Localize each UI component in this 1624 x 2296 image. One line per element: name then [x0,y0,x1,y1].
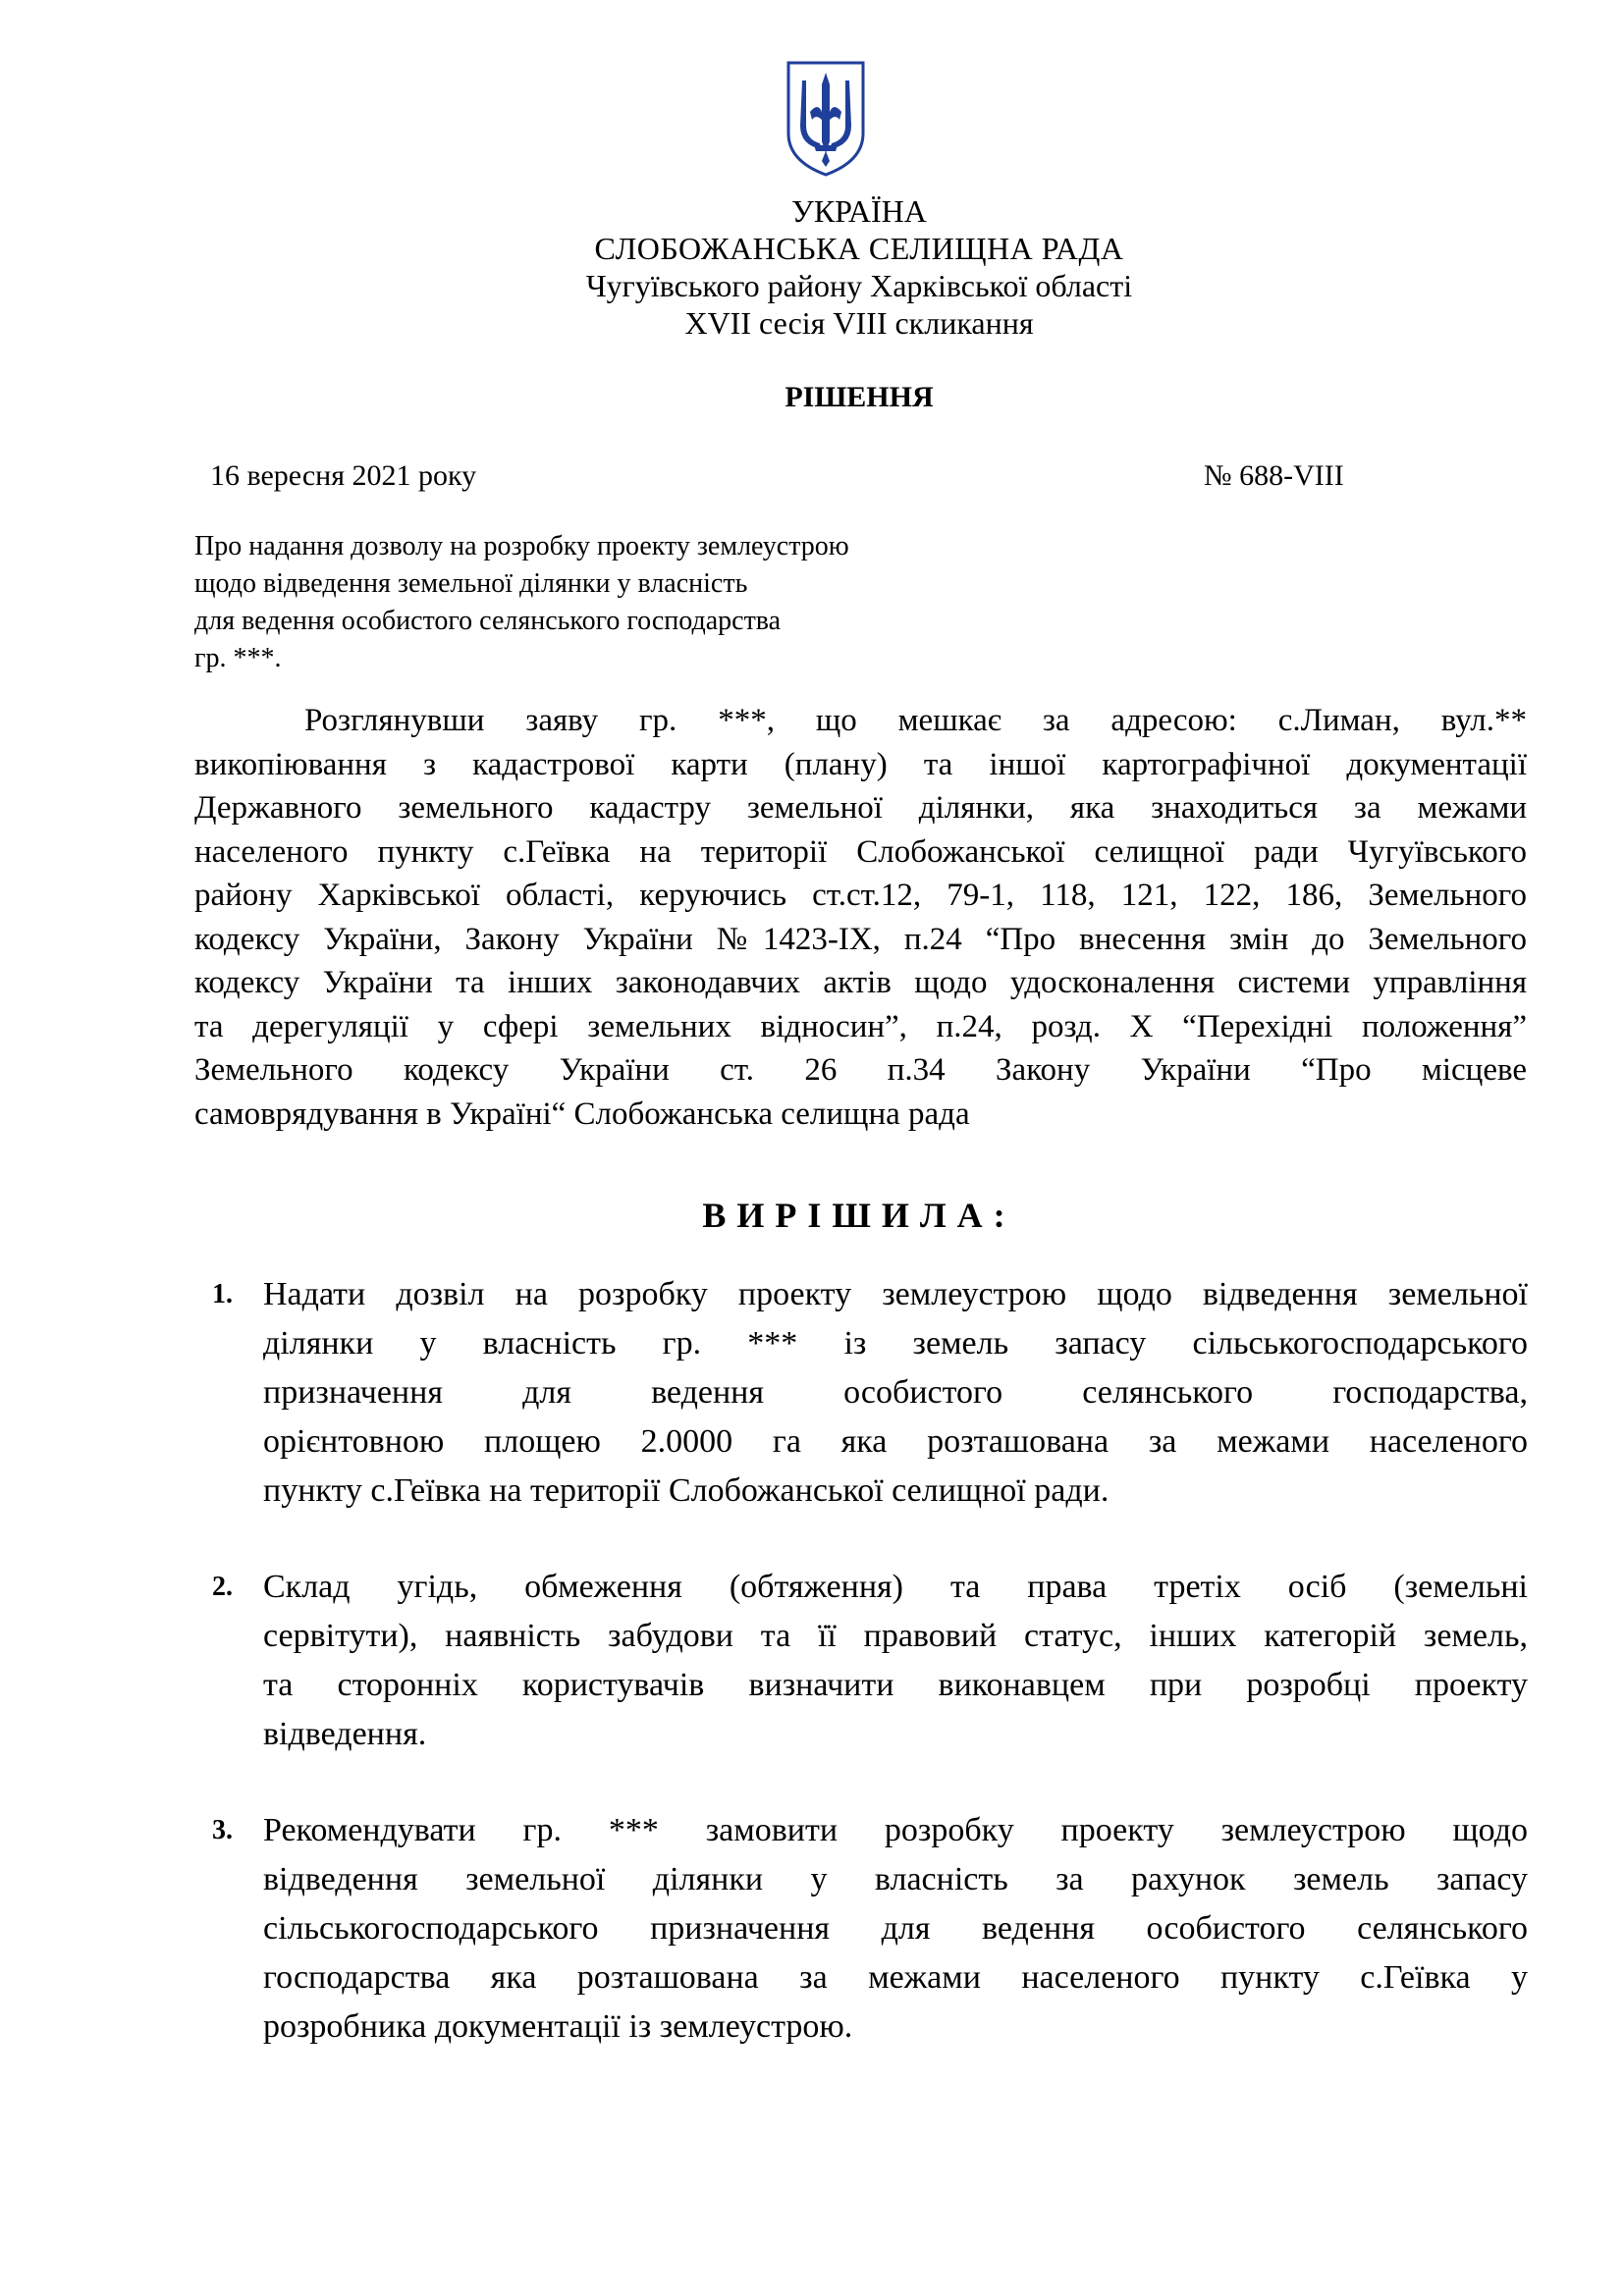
preamble-line: Земельного кодексу України ст. 26 п.34 Закону України “Про місцеве [194,1052,1527,1088]
item-line: сервітути), наявність забудови та її правовий статус, інших категорій земель, [263,1618,1528,1654]
preamble-line: кодексу України, Закону України №1423-IX, п.24 “Про внесення змін до Земельного [194,921,1527,957]
decision-item-3 [212,1806,1528,2052]
decision-number: № 688-VIII [1204,459,1344,492]
subject-line: щодо відведення земельної ділянки у власність [194,568,748,599]
item-line: розробника документації із землеустрою. [263,2008,853,2045]
preamble-line: самоврядування в Україні“ Слобожанська селищна рада [194,1095,970,1132]
header-country: УКРАЇНА [791,193,927,229]
decision-subject [194,528,980,677]
item-line: та сторонніх користувачів визначити виконавцем при розробці проекту [263,1667,1528,1703]
header-district: Чугуївського району Харківської області [585,268,1133,303]
item-line: Рекомендувати гр. *** замовити розробку проекту землеустрою щодо [263,1812,1528,1848]
preamble-line: Державного земельного кадастру земельної ділянки, яка знаходиться за межами [194,790,1527,826]
decision-items [212,1270,1528,2099]
preamble-line: району Харківської області, керуючись ст.ст.12, 79-1, 118, 121, 122, 186, Земельного [194,878,1527,913]
preamble-line: викопіювання з кадастрової карти (плану) та іншої картографічної документації [194,746,1527,782]
preamble-paragraph [194,699,1527,1136]
item-line: Надати дозвіл на розробку проекту землеустрою щодо відведення земельної [263,1276,1528,1312]
trident-emblem-icon [785,55,867,179]
document-title: РІШЕННЯ [785,381,934,413]
decision-date: 16 вересня 2021 року [210,459,477,492]
decision-item-2 [212,1563,1528,1759]
item-line: пункту с.Геївка на території Слобожанської селищної ради. [263,1472,1110,1509]
item-line: орієнтовною площею 2.0000 га яка розташована за межами населеного [263,1423,1528,1460]
decided-heading: ВИРІШИЛА: [702,1196,1016,1235]
item-line: призначення для ведення особистого селянського господарства, [263,1374,1528,1411]
item-line: господарства яка розташована за межами населеного пункту с.Геївка у [263,1959,1528,1996]
item-line: відведення. [263,1716,427,1752]
subject-line: гр. ***. [194,643,282,673]
preamble-line: кодексу України та інших законодавчих актів щодо удосконалення системи управління [194,965,1527,1000]
decision-item-1 [212,1270,1528,1516]
subject-line: для ведення особистого селянського господарства [194,606,782,636]
preamble-line: населеного пункту с.Геївка на території Слобожанської селищної ради Чугуївського [194,833,1527,870]
item-line: відведення земельної ділянки у власність за рахунок земель запасу [263,1861,1528,1897]
header-council: СЛОБОЖАНСЬКА СЕЛИЩНА РАДА [594,231,1124,266]
item-number: 2. [212,1572,233,1602]
header-session: XVII сесія VIII скликання [684,305,1034,341]
preamble-line: та дерегуляції у сфері земельних відносин”, п.24, розд. X “Перехідні положення” [194,1008,1527,1044]
item-number: 3. [212,1815,233,1845]
item-line: ділянки у власність гр. *** із земель запасу сільськогосподарського [263,1325,1528,1362]
item-number: 1. [212,1279,233,1309]
preamble-line: Розглянувши заяву гр. ***, що мешкає за адресою: с.Лиман, вул.** [304,703,1527,738]
item-line: сільськогосподарського призначення для ведення особистого селянського [263,1910,1528,1947]
item-line: Склад угідь, обмеження (обтяження) та права третіх осіб (земельні [263,1569,1528,1605]
subject-line: Про надання дозволу на розробку проекту землеустрою [194,531,849,561]
